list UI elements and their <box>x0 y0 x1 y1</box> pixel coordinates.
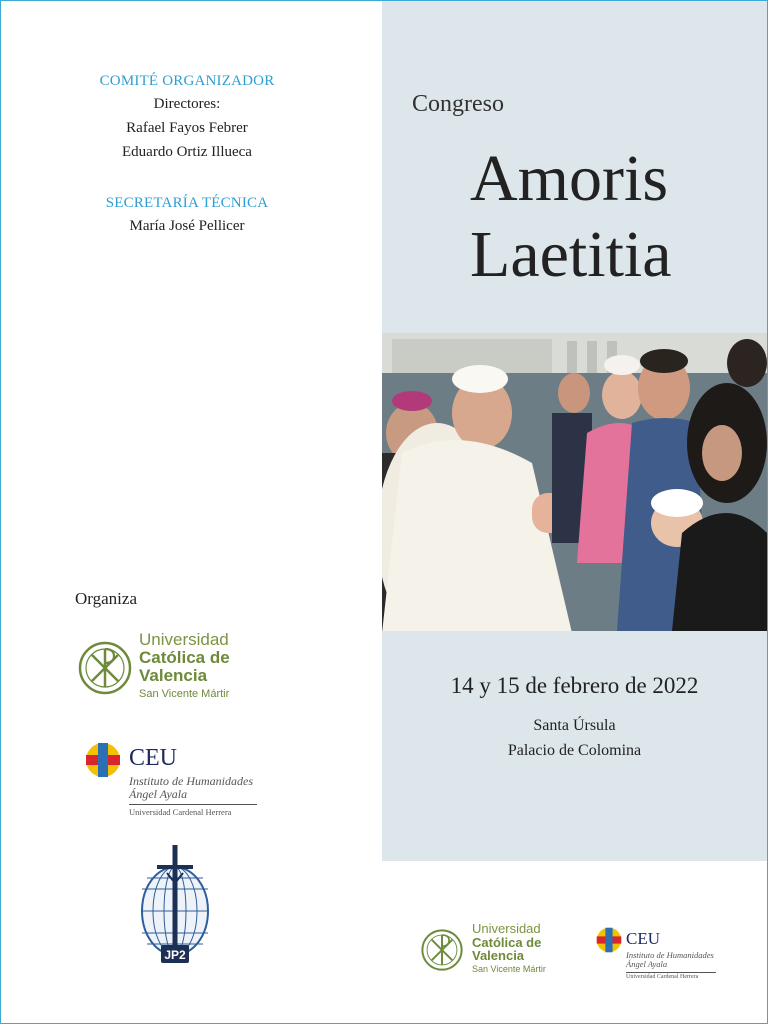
ucv-line: Universidad <box>139 630 229 649</box>
left-panel <box>1 1 382 1022</box>
technical-secretariat <box>1 195 373 238</box>
ceu-wordmark <box>626 930 716 980</box>
ceu-divider <box>626 972 716 973</box>
crucifix-globe-icon <box>127 841 223 971</box>
ucv-chi-rho-seal-icon <box>420 922 464 978</box>
event-title <box>470 141 750 293</box>
ceu-line: Ángel Ayala <box>626 959 668 970</box>
venue-line: Santa Úrsula <box>533 717 616 734</box>
jp2-logo <box>127 841 223 971</box>
event-title-line: Laetitia <box>470 218 672 291</box>
ucv-line: Valencia <box>139 665 208 685</box>
director-name: Rafael Fayos Febrer <box>126 120 248 136</box>
event-photo <box>382 333 767 631</box>
directors-label: Directores: <box>153 96 221 112</box>
ceu-line: Universidad Cardenal Herrera <box>626 973 699 980</box>
secretariat-heading: SECRETARÍA TÉCNICA <box>105 195 269 211</box>
ucv-wordmark <box>472 922 546 974</box>
ceu-line: Universidad Cardenal Herrera <box>129 807 232 818</box>
ucv-line: San Vicente Mártir <box>472 963 546 974</box>
ucv-line: Católica de <box>472 934 542 950</box>
ceu-line: Ángel Ayala <box>129 787 188 802</box>
ceu-divider <box>129 804 257 805</box>
ceu-wordmark <box>129 745 257 817</box>
organizing-heading: COMITÉ ORGANIZADOR <box>99 73 275 89</box>
ucv-logo <box>77 625 247 717</box>
ceu-cross-icon <box>596 924 622 956</box>
ceu-logo <box>85 735 260 827</box>
ceu-name: CEU <box>129 745 177 771</box>
ceu-name: CEU <box>626 929 660 948</box>
organizing-committee <box>1 73 373 164</box>
event-kicker: Congreso <box>412 91 504 117</box>
right-panel <box>382 1 767 861</box>
jp2-label: JP2 <box>164 948 186 962</box>
ceu-logo-small <box>596 922 726 986</box>
venue-line: Palacio de Colomina <box>507 742 642 759</box>
ucv-wordmark <box>139 631 230 700</box>
ucv-line: Universidad <box>472 921 541 936</box>
event-venue <box>382 713 767 763</box>
ceu-line: Instituto de Humanidades <box>626 950 714 960</box>
event-title-line: Amoris <box>470 142 668 215</box>
ceu-cross-icon <box>85 738 121 782</box>
secretary-name: María José Pellicer <box>129 218 245 234</box>
ceu-line: Instituto de Humanidades <box>129 774 253 788</box>
ucv-logo-small <box>420 918 550 982</box>
director-name: Eduardo Ortiz Illueca <box>122 144 252 160</box>
ucv-chi-rho-seal-icon <box>77 633 133 703</box>
event-date: 14 y 15 de febrero de 2022 <box>450 673 699 698</box>
organiza-label: Organiza <box>75 589 137 608</box>
ucv-line: San Vicente Mártir <box>139 687 230 700</box>
ucv-line: Católica de <box>139 647 230 667</box>
crowd-photo-illustration <box>382 333 767 631</box>
ucv-line: Valencia <box>472 948 525 964</box>
